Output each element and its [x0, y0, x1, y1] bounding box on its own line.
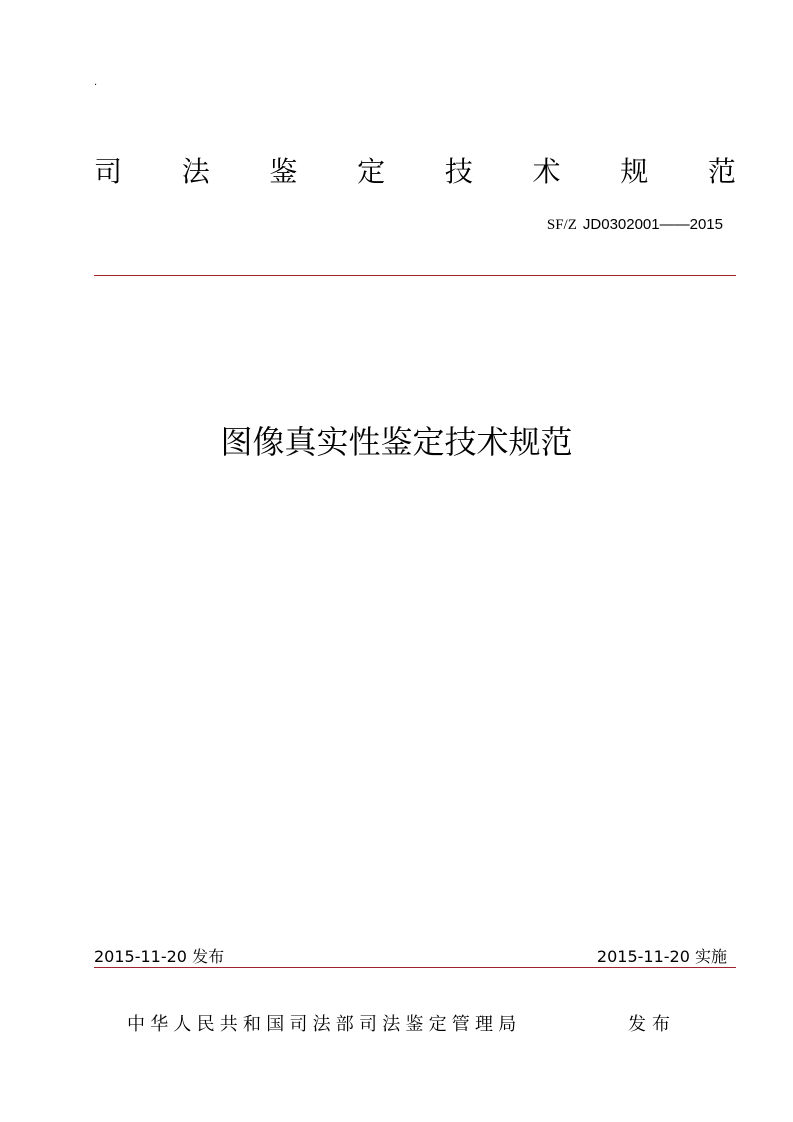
standard-code-number: JD0302001——2015 — [582, 216, 723, 233]
standard-category-heading — [94, 152, 736, 192]
document-title: 图像真实性鉴定技术规范 — [220, 423, 573, 461]
standard-code-prefix: SF/Z — [546, 217, 577, 233]
publish-date: 2015-11-20 发布 — [94, 947, 225, 966]
category-char: 鉴 — [269, 155, 298, 188]
category-char: 范 — [707, 155, 736, 188]
category-char: 术 — [532, 155, 561, 188]
footer-divider — [94, 967, 736, 968]
category-char: 定 — [357, 155, 386, 188]
issuing-authority: 中华人民共和国司法部司法鉴定管理局 — [127, 1014, 522, 1035]
standard-code — [547, 214, 723, 235]
category-char: 技 — [444, 155, 473, 188]
issuer-action: 发布 — [628, 1014, 676, 1035]
category-char: 规 — [620, 155, 649, 188]
header-mark: . — [94, 77, 98, 88]
category-char: 司 — [94, 155, 123, 188]
header-divider — [94, 275, 736, 276]
effective-date: 2015-11-20 实施 — [596, 947, 727, 966]
category-char: 法 — [181, 155, 210, 188]
